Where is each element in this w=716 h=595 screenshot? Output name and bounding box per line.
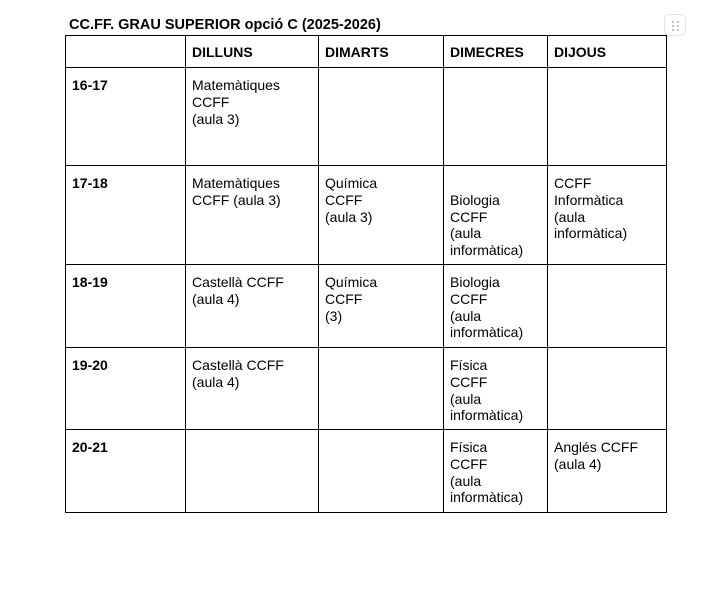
time-cell: 17-18 xyxy=(66,166,186,265)
cell-text: Química CCFF (3) xyxy=(325,274,378,324)
cell-text: Anglés CCFF (aula 4) xyxy=(554,439,639,472)
header-cell-dijous: DIJOUS xyxy=(548,36,667,68)
cell-text: CCFF Informàtica (aula informàtica) xyxy=(554,175,628,242)
schedule-cell xyxy=(444,348,548,430)
time-cell: 16-17 xyxy=(66,68,186,166)
schedule-cell xyxy=(319,265,444,348)
schedule-cell xyxy=(444,68,548,166)
cell-text: Física CCFF (aula informàtica) xyxy=(450,439,524,506)
handle-dot xyxy=(672,25,674,27)
schedule-cell xyxy=(319,348,444,430)
header-row xyxy=(66,36,667,68)
cell-text: Matemàtiques CCFF (aula 3) xyxy=(192,175,281,208)
handle-dot xyxy=(677,29,679,31)
cell-text: Matemàtiques CCFF (aula 3) xyxy=(192,77,280,127)
schedule-cell xyxy=(186,166,319,265)
schedule-cell xyxy=(548,68,667,166)
cell-text: Biologia CCFF (aula informàtica) xyxy=(450,274,524,341)
schedule-cell xyxy=(319,166,444,265)
table-row xyxy=(66,430,667,513)
cell-text: Castellà CCFF (aula 4) xyxy=(192,357,284,390)
table-row xyxy=(66,68,667,166)
schedule-cell xyxy=(444,430,548,513)
schedule-cell xyxy=(548,348,667,430)
schedule-cell xyxy=(186,265,319,348)
cell-text: Castellà CCFF (aula 4) xyxy=(192,274,284,307)
table-row xyxy=(66,265,667,348)
schedule-cell xyxy=(319,68,444,166)
handle-dot xyxy=(672,21,674,23)
schedule-cell xyxy=(444,265,548,348)
schedule-cell xyxy=(186,68,319,166)
schedule-cell xyxy=(444,166,548,265)
schedule-cell xyxy=(186,348,319,430)
schedule-cell xyxy=(319,430,444,513)
time-cell: 18-19 xyxy=(66,265,186,348)
handle-dot xyxy=(677,21,679,23)
cell-text: Física CCFF (aula informàtica) xyxy=(450,357,524,424)
schedule-cell xyxy=(186,430,319,513)
handle-dot xyxy=(677,25,679,27)
header-cell-dilluns: DILLUNS xyxy=(186,36,319,68)
time-cell: 19-20 xyxy=(66,348,186,430)
table-row xyxy=(66,166,667,265)
handle-dot xyxy=(672,29,674,31)
cell-text: Biologia CCFF (aula informàtica) xyxy=(450,191,524,259)
schedule-cell xyxy=(548,166,667,265)
schedule-table xyxy=(65,35,667,513)
header-cell-dimarts: DIMARTS xyxy=(319,36,444,68)
document-title: CC.FF. GRAU SUPERIOR opció C (2025-2026) xyxy=(69,17,381,33)
drag-handle-icon[interactable] xyxy=(664,14,686,36)
table-row xyxy=(66,348,667,430)
header-cell-dimecres: DIMECRES xyxy=(444,36,548,68)
time-cell: 20-21 xyxy=(66,430,186,513)
schedule-cell xyxy=(548,265,667,348)
schedule-cell xyxy=(548,430,667,513)
header-cell-time xyxy=(66,36,186,68)
cell-text: Química CCFF (aula 3) xyxy=(325,175,378,225)
